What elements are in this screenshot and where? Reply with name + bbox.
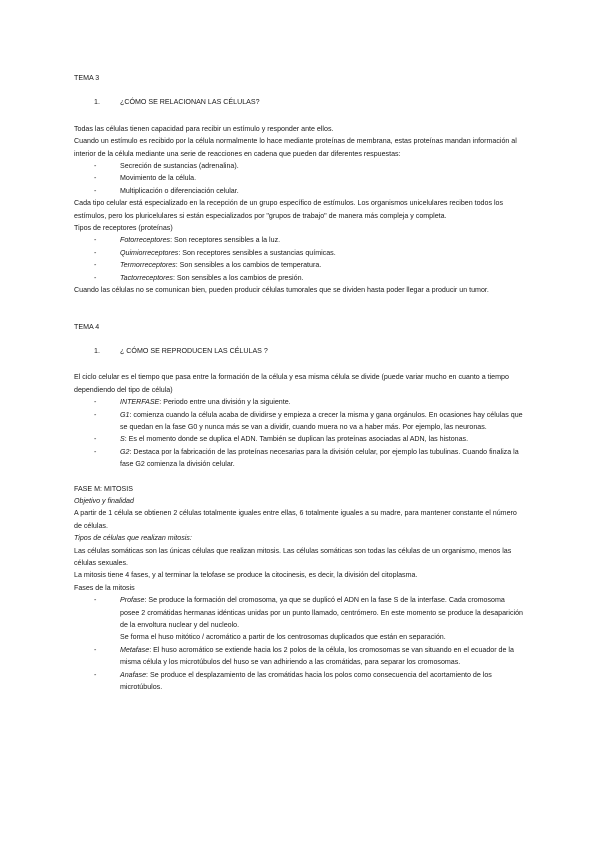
desc: : Es el momento donde se duplica el ADN. También se duplican las proteínas asociadas al ADN, las histonas.	[124, 435, 469, 444]
list-item: - Secreción de sustancias (adrenalina).	[74, 160, 526, 172]
tema3-paragraph-2: Cuando un estímulo es recibido por la célula normalmente lo hace mediante proteínas de membrana, estas proteínas mandan información al interior de la célula mediante una serie de reacciones en cadena que pueden dar diferentes respuestas:	[74, 137, 517, 158]
desc: : Son receptores sensibles a la luz.	[170, 236, 281, 245]
term: Fotorreceptores	[120, 236, 171, 245]
desc: : Son sensibles a los cambios de presión.	[172, 273, 304, 282]
tema3-question-text: ¿CÓMO SE RELACIONAN LAS CÉLULAS?	[120, 98, 260, 107]
term: G2	[120, 447, 130, 456]
desc: : Destaca por la fabricación de las proteínas necesarias para la división celular, por ejemplo las tubulinas. Cuando finaliza la fase G2 comienza la división celular.	[120, 447, 519, 469]
list-item	[74, 446, 526, 471]
cell-types-heading	[74, 532, 526, 544]
list-item	[74, 234, 526, 246]
term: G1	[120, 410, 130, 419]
tema4-question	[74, 345, 526, 357]
tema4-question-number: 1.	[94, 346, 100, 355]
list-item	[74, 433, 526, 445]
tema4-title: TEMA 4	[74, 322, 100, 331]
cell-types-heading-text: Tipos de células que realizan mitosis:	[74, 534, 192, 543]
tema4-question-text: ¿ CÓMO SE REPRODUCEN LAS CÉLULAS ?	[120, 346, 268, 355]
list-item: - Multiplicación o diferenciación celular.	[74, 185, 526, 197]
tema3-paragraph-3: Cada tipo celular está especializado en la recepción de un grupo específico de estímulos. Los organismos unicelulares reciben todos los estímulos, pero los pluricelulares si están especializados por "grupos de trabajo" de manera más compleja y completa.	[74, 199, 504, 220]
objective-heading-text: Objetivo y finalidad	[74, 496, 134, 505]
list-item	[74, 644, 526, 669]
mitosis-text: La mitosis tiene 4 fases, y al terminar la telofase se produce la citocinesis, es decir, la división del citoplasma.	[74, 571, 418, 580]
term: Quimiorreceptores	[120, 248, 179, 257]
desc: : Se produce la formación del cromosoma, ya que se duplicó el ADN en la fase S de la interfase. Cada cromosoma posee 2 cromátidas hermanas idénticas unidas por un punto llamado, centrómero. En este momento se produce la desaparición de la envoltura nuclear y del nucleolo.	[120, 596, 523, 630]
tema3-paragraph-1: Todas las células tienen capacidad para recibir un estímulo y responder ante ellos.	[74, 124, 334, 133]
list-item	[74, 396, 526, 408]
document-page	[74, 72, 526, 693]
desc: : Se produce el desplazamiento de las cromátidas hacia los polos como consecuencia del acortamiento de los microtúbulos.	[120, 670, 492, 692]
list-item	[74, 247, 526, 259]
tema3-question-number: 1.	[94, 98, 100, 107]
list-item	[74, 409, 526, 434]
tema3-receptors-title: Tipos de receptores (proteínas)	[74, 224, 173, 233]
term: INTERFASE	[120, 398, 160, 407]
tema3-question	[74, 96, 526, 108]
fase-m-heading: FASE M: MITOSIS	[74, 484, 133, 493]
cell-types-text: Las células somáticas son las únicas células que realizan mitosis. Las células somáticas son todas las células de un organismo, menos las células sexuales.	[74, 546, 512, 567]
objective-heading	[74, 495, 526, 507]
tema4-phases-list	[74, 396, 526, 470]
mitosis-phases-heading: Fases de la mitosis	[74, 583, 135, 592]
term: Anafase	[120, 670, 147, 679]
list-item	[74, 594, 526, 644]
term: Metafase	[120, 645, 150, 654]
desc: : Periodo entre una división y la siguiente.	[159, 398, 291, 407]
objective-text: A partir de 1 célula se obtienen 2 células totalmente iguales entre ellas, 6 totalmente iguales a su madre, para mantener constante el número de células.	[74, 509, 517, 530]
extra: Se forma el huso mitótico / acromático a partir de los centrosomas duplicados que están en separación.	[120, 633, 446, 642]
tema3-title: TEMA 3	[74, 74, 100, 82]
term: S	[120, 435, 125, 444]
term: Termorreceptores	[120, 261, 176, 270]
term: Profase	[120, 596, 145, 605]
desc: : Son receptores sensibles a sustancias químicas.	[178, 248, 336, 257]
tema3-receptors-list	[74, 234, 526, 284]
desc: : El huso acromático se extiende hacia los 2 polos de la célula, los cromosomas se van situando en el ecuador de la misma célula y los microtúbulos del huso se van adhiriendo a las cromátidas, para separar los cromosomas.	[120, 645, 514, 667]
tema3-paragraph-4: Cuando las células no se comunican bien, pueden producir células tumorales que se dividen hasta poder llegar a producir un tumor.	[74, 286, 489, 295]
desc: : comienza cuando la célula acaba de dividirse y empieza a crecer la misma y gana orgánulos. En ocasiones hay células que se quedan en la fase G0 y nunca más se van a dividir, cuando muera no va a haber más. Por ejemplo, las neuronas.	[120, 410, 523, 431]
list-item	[74, 272, 526, 284]
list-item	[74, 669, 526, 694]
tema4-paragraph-1: El ciclo celular es el tiempo que pasa entre la formación de la célula y esa misma célula se divide (puede variar mucho en cuanto a tiempo dependiendo del tipo de célula)	[74, 373, 509, 394]
mitosis-phases-list	[74, 594, 526, 693]
tema3-responses-list	[74, 160, 526, 197]
list-item	[74, 259, 526, 271]
term: Tactorreceptores	[120, 273, 173, 282]
desc: : Son sensibles a los cambios de temperatura.	[175, 261, 322, 270]
list-item: - Movimiento de la célula.	[74, 172, 526, 184]
